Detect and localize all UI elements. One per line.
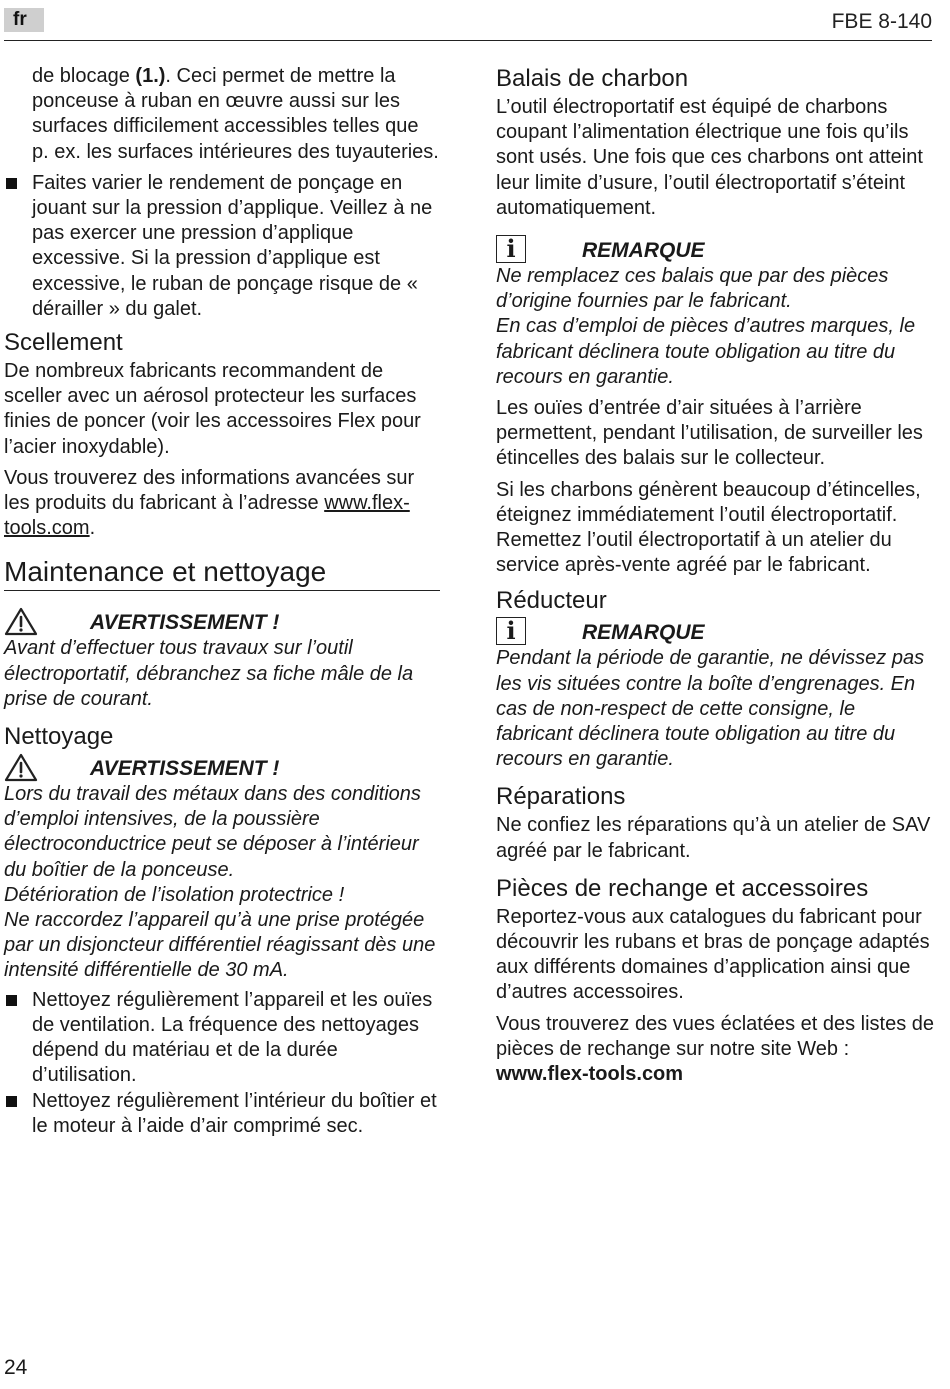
info-icon: i (496, 617, 526, 645)
note-header-2 (496, 617, 936, 646)
scellement-paragraph-2: Vous trouverez des informations avancées sur les produits du fabricant à l’adresse www.flex-tools.com. (4, 466, 415, 540)
bullet-clean-interior: Nettoyez régulièrement l’intérieur du boîtier et le moteur à l’aide d’air comprimé sec. (4, 1089, 440, 1139)
bullet-clean-vents: Nettoyez régulièrement l’appareil et les ouïes de ventilation. La fréquence des nettoyages dépend du matériau et de la durée d’utilisation. (4, 988, 440, 1089)
note-text-original-parts: Ne remplacez ces balais que par des pièces d’origine fournies par le fabricant. (496, 265, 889, 313)
page-header (4, 6, 932, 41)
warning-text-breaker: Ne raccordez l’appareil qu’à une prise protégée par un disjoncteur différentiel réagissant dès une intensité différentielle de 30 mA. (4, 909, 436, 982)
note-text-other-brands: En cas d’emploi de pièces d’autres marques, le fabricant déclinera toute obligation au titre du recours en garantie. (496, 315, 916, 388)
section-title-scellement: Scellement (4, 329, 123, 357)
note-text-gearbox: Pendant la période de garantie, ne dévissez pas les vis situées contre la boîte d’engrenages. En cas de non-respect de cette consigne, le fabricant déclinera toute obligation au titre du recours en garantie. (496, 647, 925, 771)
section-title-reparations: Réparations (496, 783, 626, 811)
warning-triangle-icon (4, 753, 38, 783)
note-title: REMARQUE (582, 239, 705, 263)
section-title-nettoyage: Nettoyage (4, 723, 114, 751)
right-column (496, 64, 936, 1093)
figure-ref: (1.) (135, 65, 166, 87)
warning-triangle-icon (4, 607, 38, 637)
page-number: 24 (4, 1356, 28, 1379)
balais-paragraph-3: Si les charbons génèrent beaucoup d’étincelles, éteignez immédiatement l’outil électroportatif. Remettez l’outil électroportatif à un atelier du service après-vente agréé par le fabricant. (496, 478, 921, 577)
scellement-paragraph-1: De nombreux fabricants recommandent de sceller avec un aérosol protecteur les surfaces finies de poncer (voir les accessoires Flex pour l’acier inoxydable). (4, 360, 421, 458)
section-title-maintenance: Maintenance et nettoyage (4, 555, 440, 591)
pieces-paragraph-2: Vous trouverez des vues éclatées et des listes de pièces de rechange sur notre site Web : (496, 1012, 935, 1060)
left-column (4, 64, 440, 1139)
balais-paragraph-1: L’outil électroportatif est équipé de charbons coupant l’alimentation électrique une fois qu’ils sont usés. Une fois que ces charbons ont atteint leur limite d’usure, l’outil électroportatif s’éteint automatiquement. (496, 96, 923, 219)
bullet-pressure: Faites varier le rendement de ponçage en jouant sur la pression d’applique. Veillez à ne pas exercer une pression d’applique excessive. Si la pression d’applique est excessive, le ruban de ponçage risque de « dérailler » du galet. (4, 171, 440, 322)
website-link[interactable]: www.flex-tools.com (4, 492, 410, 540)
reparations-paragraph: Ne confiez les réparations qu’à un atelier de SAV agréé par le fabricant. (496, 814, 931, 862)
warning-header-1 (4, 607, 440, 636)
website-link-bold[interactable]: www.flex-tools.com (496, 1063, 684, 1086)
warning-title: AVERTISSEMENT ! (90, 611, 280, 635)
warning-text-unplug: Avant d’effectuer tous travaux sur l’outil électroportatif, débranchez sa fiche mâle de la prise de courant. (4, 637, 414, 710)
model-name: FBE 8-140 (831, 10, 932, 33)
note-title: REMARQUE (582, 621, 705, 645)
warning-header-2 (4, 753, 440, 782)
intro-paragraph: de blocage (1.). Ceci permet de mettre la ponceuse à ruban en œuvre aussi sur les surfaces difficilement accessibles telles que p. ex. les surfaces intérieures des tuyauteries. (32, 65, 439, 163)
section-title-reducteur: Réducteur (496, 587, 607, 615)
language-badge: fr (4, 8, 44, 32)
info-icon: i (496, 235, 526, 263)
section-title-balais: Balais de charbon (496, 65, 689, 92)
pieces-paragraph-1: Reportez-vous aux catalogues du fabricant pour découvrir les rubans et bras de ponçage adaptés aux différents domaines d’application ainsi que d’autres accessoires. (496, 905, 930, 1004)
warning-text-dust: Lors du travail des métaux dans des conditions d’emploi intensives, de la poussière électroconductrice peut se déposer à l’intérieur du boîtier de la ponceuse. (4, 783, 421, 881)
warning-text-insulation: Détérioration de l’isolation protectrice ! (4, 883, 345, 906)
note-header-1 (496, 235, 936, 264)
warning-title: AVERTISSEMENT ! (90, 757, 280, 781)
section-title-pieces: Pièces de rechange et accessoires (496, 874, 869, 902)
balais-paragraph-2: Les ouïes d’entrée d’air situées à l’arrière permettent, pendant l’utilisation, de surveiller les étincelles des balais sur le collecteur. (496, 397, 923, 470)
